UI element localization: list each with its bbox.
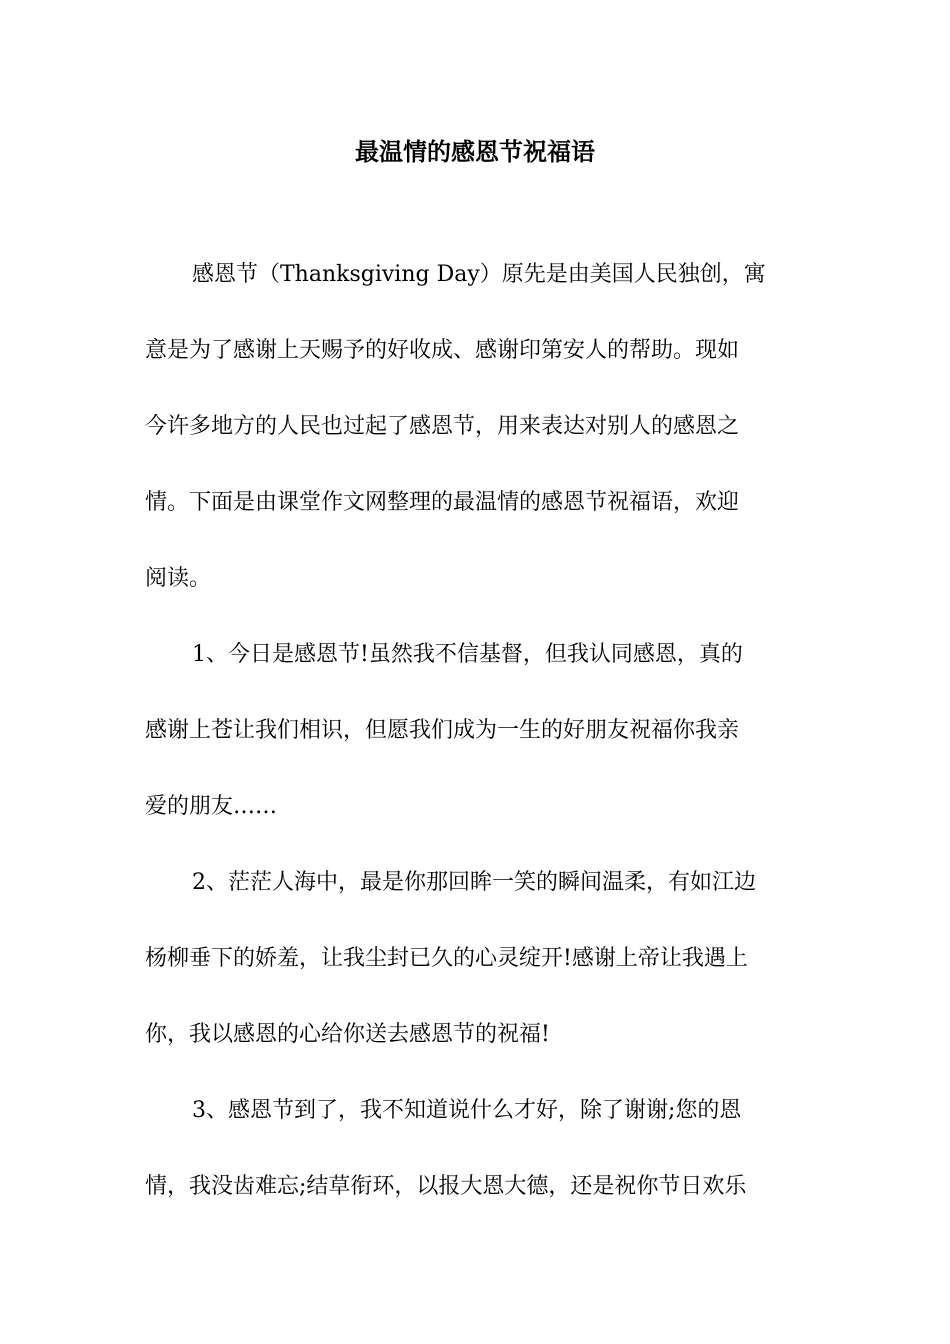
text-line: 今许多地方的人民也过起了感恩节，用来表达对别人的感恩之 xyxy=(145,414,740,439)
paragraph-blessing-1 xyxy=(145,636,807,826)
text-line: 爱的朋友…… xyxy=(145,794,278,819)
paragraph-intro xyxy=(145,256,807,598)
text-line: 感谢上苍让我们相识，但愿我们成为一生的好朋友祝福你我亲 xyxy=(145,718,740,743)
paragraph-blessing-3 xyxy=(145,1092,807,1206)
text-line: 3、感恩节到了，我不知道说什么才好，除了谢谢;您的恩 xyxy=(192,1098,742,1123)
document-title: 最温情的感恩节祝福语 xyxy=(355,137,595,166)
text-line: 阅读。 xyxy=(145,566,212,591)
text-line: 情，我没齿难忘;结草衔环，以报大恩大德，还是祝你节日欢乐 xyxy=(145,1174,747,1199)
text-line: 情。下面是由课堂作文网整理的最温情的感恩节祝福语，欢迎 xyxy=(145,490,740,515)
text-line: 意是为了感谢上天赐予的好收成、感谢印第安人的帮助。现如 xyxy=(145,338,740,363)
text-line: 杨柳垂下的娇羞，让我尘封已久的心灵绽开!感谢上帝让我遇上 xyxy=(145,946,748,971)
paragraph-blessing-2 xyxy=(145,864,807,1054)
text-line: 1、今日是感恩节!虽然我不信基督，但我认同感恩，真的 xyxy=(192,642,743,667)
document-body xyxy=(145,256,807,1244)
text-line: 2、茫茫人海中，最是你那回眸一笑的瞬间温柔，有如江边 xyxy=(192,870,756,895)
text-line: 你，我以感恩的心给你送去感恩节的祝福! xyxy=(145,1022,550,1047)
text-line: 感恩节（Thanksgiving Day）原先是由美国人民独创，寓 xyxy=(192,262,766,287)
